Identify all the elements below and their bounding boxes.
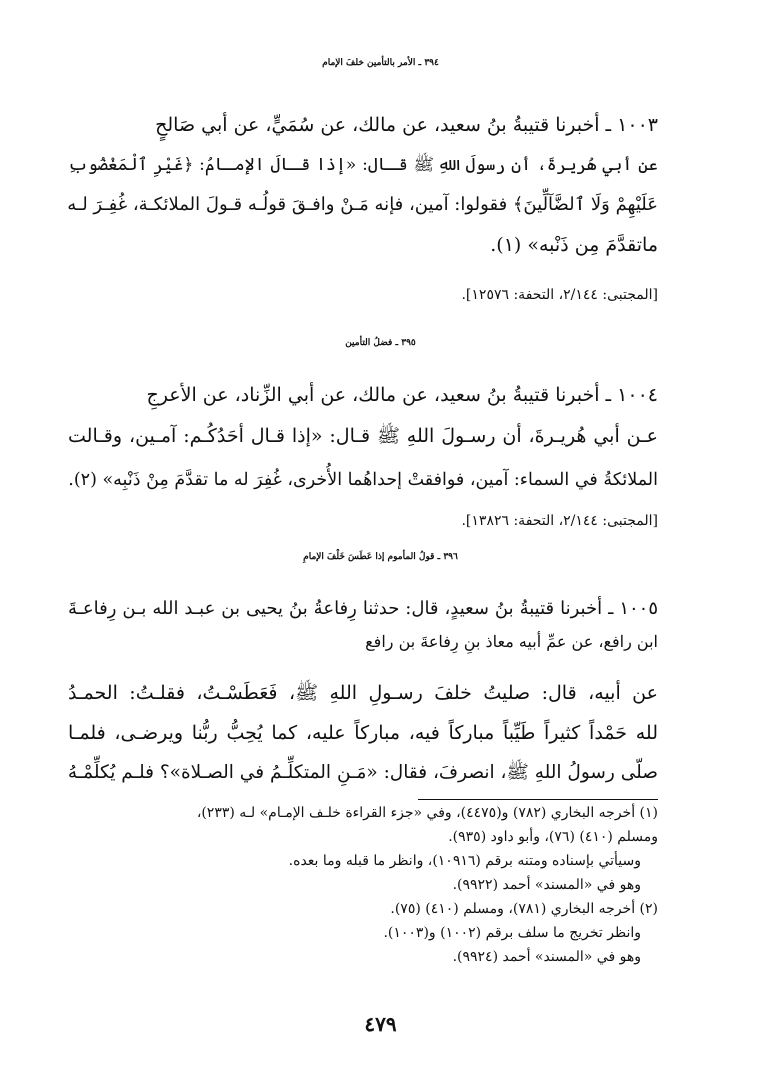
- footnote-2-line-1: (٢) أخرجه البخاري (٧٨١)، ومسلم (٤١٠) (٧٥).: [390, 901, 658, 917]
- chapter-heading-394: ٣٩٤ ـ الأمر بالتأمين خلفَ الإمام: [322, 58, 439, 68]
- hadith-1003-line-4: ماتقدَّمَ مِن ذَنْبه» (١).: [490, 234, 658, 256]
- footnote-separator: [418, 799, 658, 800]
- chapter-heading-396: ٣٩٦ ـ قولُ المأموم إذا عَطَسَ خَلْفَ الإمامِ: [303, 552, 458, 562]
- hadith-1003-line-2: عن أبي هُريرةَ، أن رسولَ اللهِ ﷺ قـال: «إذا قـالَ الإمـامُ: ﴿غَيْرِ ٱلْمَغْضُوبِ: [68, 155, 658, 175]
- reference-1003: [المجتبى: ٢/١٤٤، التحفة: ١٢٥٧٦].: [461, 287, 658, 303]
- page-number: ٤٧٩: [364, 1012, 397, 1036]
- chapter-heading-395: ٣٩٥ ـ فضلُ التأمين: [345, 338, 416, 348]
- hadith-1004-line-1: ١٠٠٤ ـ أخبرنا قتيبةُ بنُ سعيد، عن مالك، عن أبي الزِّناد، عن الأعرجِ: [146, 384, 658, 406]
- hadith-1003-line-3: عَلَيْهِمْ وَلَا ٱلضَّآلِّينَ﴾ فقولوا: آمين، فإنه مَـنْ وافـقَ قولُـه قـولَ الملائكـة، غُفِـرَ لـه: [67, 194, 658, 215]
- hadith-1004-line-2: عـن أبي هُريـرةَ، أن رسـولَ اللهِ ﷺ قـال: «إذا قـال أحَدُكُـم: آمـين، وقـالت: [68, 425, 658, 447]
- footnote-1-line-4: وهو في «المسند» أحمد (٩٩٢٢).: [452, 877, 641, 893]
- hadith-1005-line-1: ١٠٠٥ ـ أخبرنا قتيبةُ بنُ سعيدٍ، قال: حدثنا رِفاعةُ بنُ يحيى بن عبـد الله بـن رِفاعـةَ: [68, 598, 658, 619]
- footnote-2-line-2: وانظر تخريج ما سلف برقم (١٠٠٢) و(١٠٠٣).: [383, 925, 641, 941]
- hadith-1005-line-2: ابن رافع، عن عمِّ أبيه معاذ بنِ رِفاعةَ بن رافع: [365, 632, 658, 651]
- footnote-1-line-1: (١) أخرجه البخاري (٧٨٢) و(٤٤٧٥)، وفي «جزء القراءة خلـف الإمـام» لـه (٢٣٣)،: [196, 805, 658, 821]
- hadith-1004-line-3: الملائكةُ في السماء: آمين، فوافقتْ إحداهُما الأُخرى، غُفِرَ له ما تقدَّمَ مِنْ ذَنْبِه» (٢).: [68, 470, 658, 490]
- hadith-1005-line-5: صلّى رسولُ اللهِ ﷺ، انصرفَ، فقال: «مَـنِ المتكلِّـمُ في الصـلاة»؟ فلـم يُكلِّمْـهُ: [67, 762, 658, 783]
- footnote-1-line-2: ومسلم (٤١٠) (٧٦)، وأبو داود (٩٣٥).: [448, 829, 658, 845]
- hadith-1003-line-1: ١٠٠٣ ـ أخبرنا قتيبةُ بنُ سعيد، عن مالك، عن سُمَيٍّ، عن أبي صَالحٍ: [155, 114, 658, 136]
- hadith-1005-line-4: لله حَمْداً كثيراً طَيِّباً مباركاً فيه، مباركاً عليه، كما يُحِبُّ ربُّنا ويرضـى، فلمـا: [68, 722, 658, 744]
- footnote-2-line-3: وهو في «المسند» أحمد (٩٩٢٤).: [452, 949, 641, 965]
- hadith-1005-line-3: عن أبيه، قال: صليتُ خلفَ رسـولِ اللهِ ﷺ، فَعَطَسْـتُ، فقلـتُ: الحمـدُ: [68, 682, 658, 704]
- footnote-1-line-3: وسيأتي بإسناده ومتنه برقم (١٠٩١٦)، وانظر ما قبله وما بعده.: [288, 853, 641, 869]
- reference-1004: [المجتبى: ٢/١٤٤، التحفة: ١٣٨٢٦].: [461, 513, 658, 529]
